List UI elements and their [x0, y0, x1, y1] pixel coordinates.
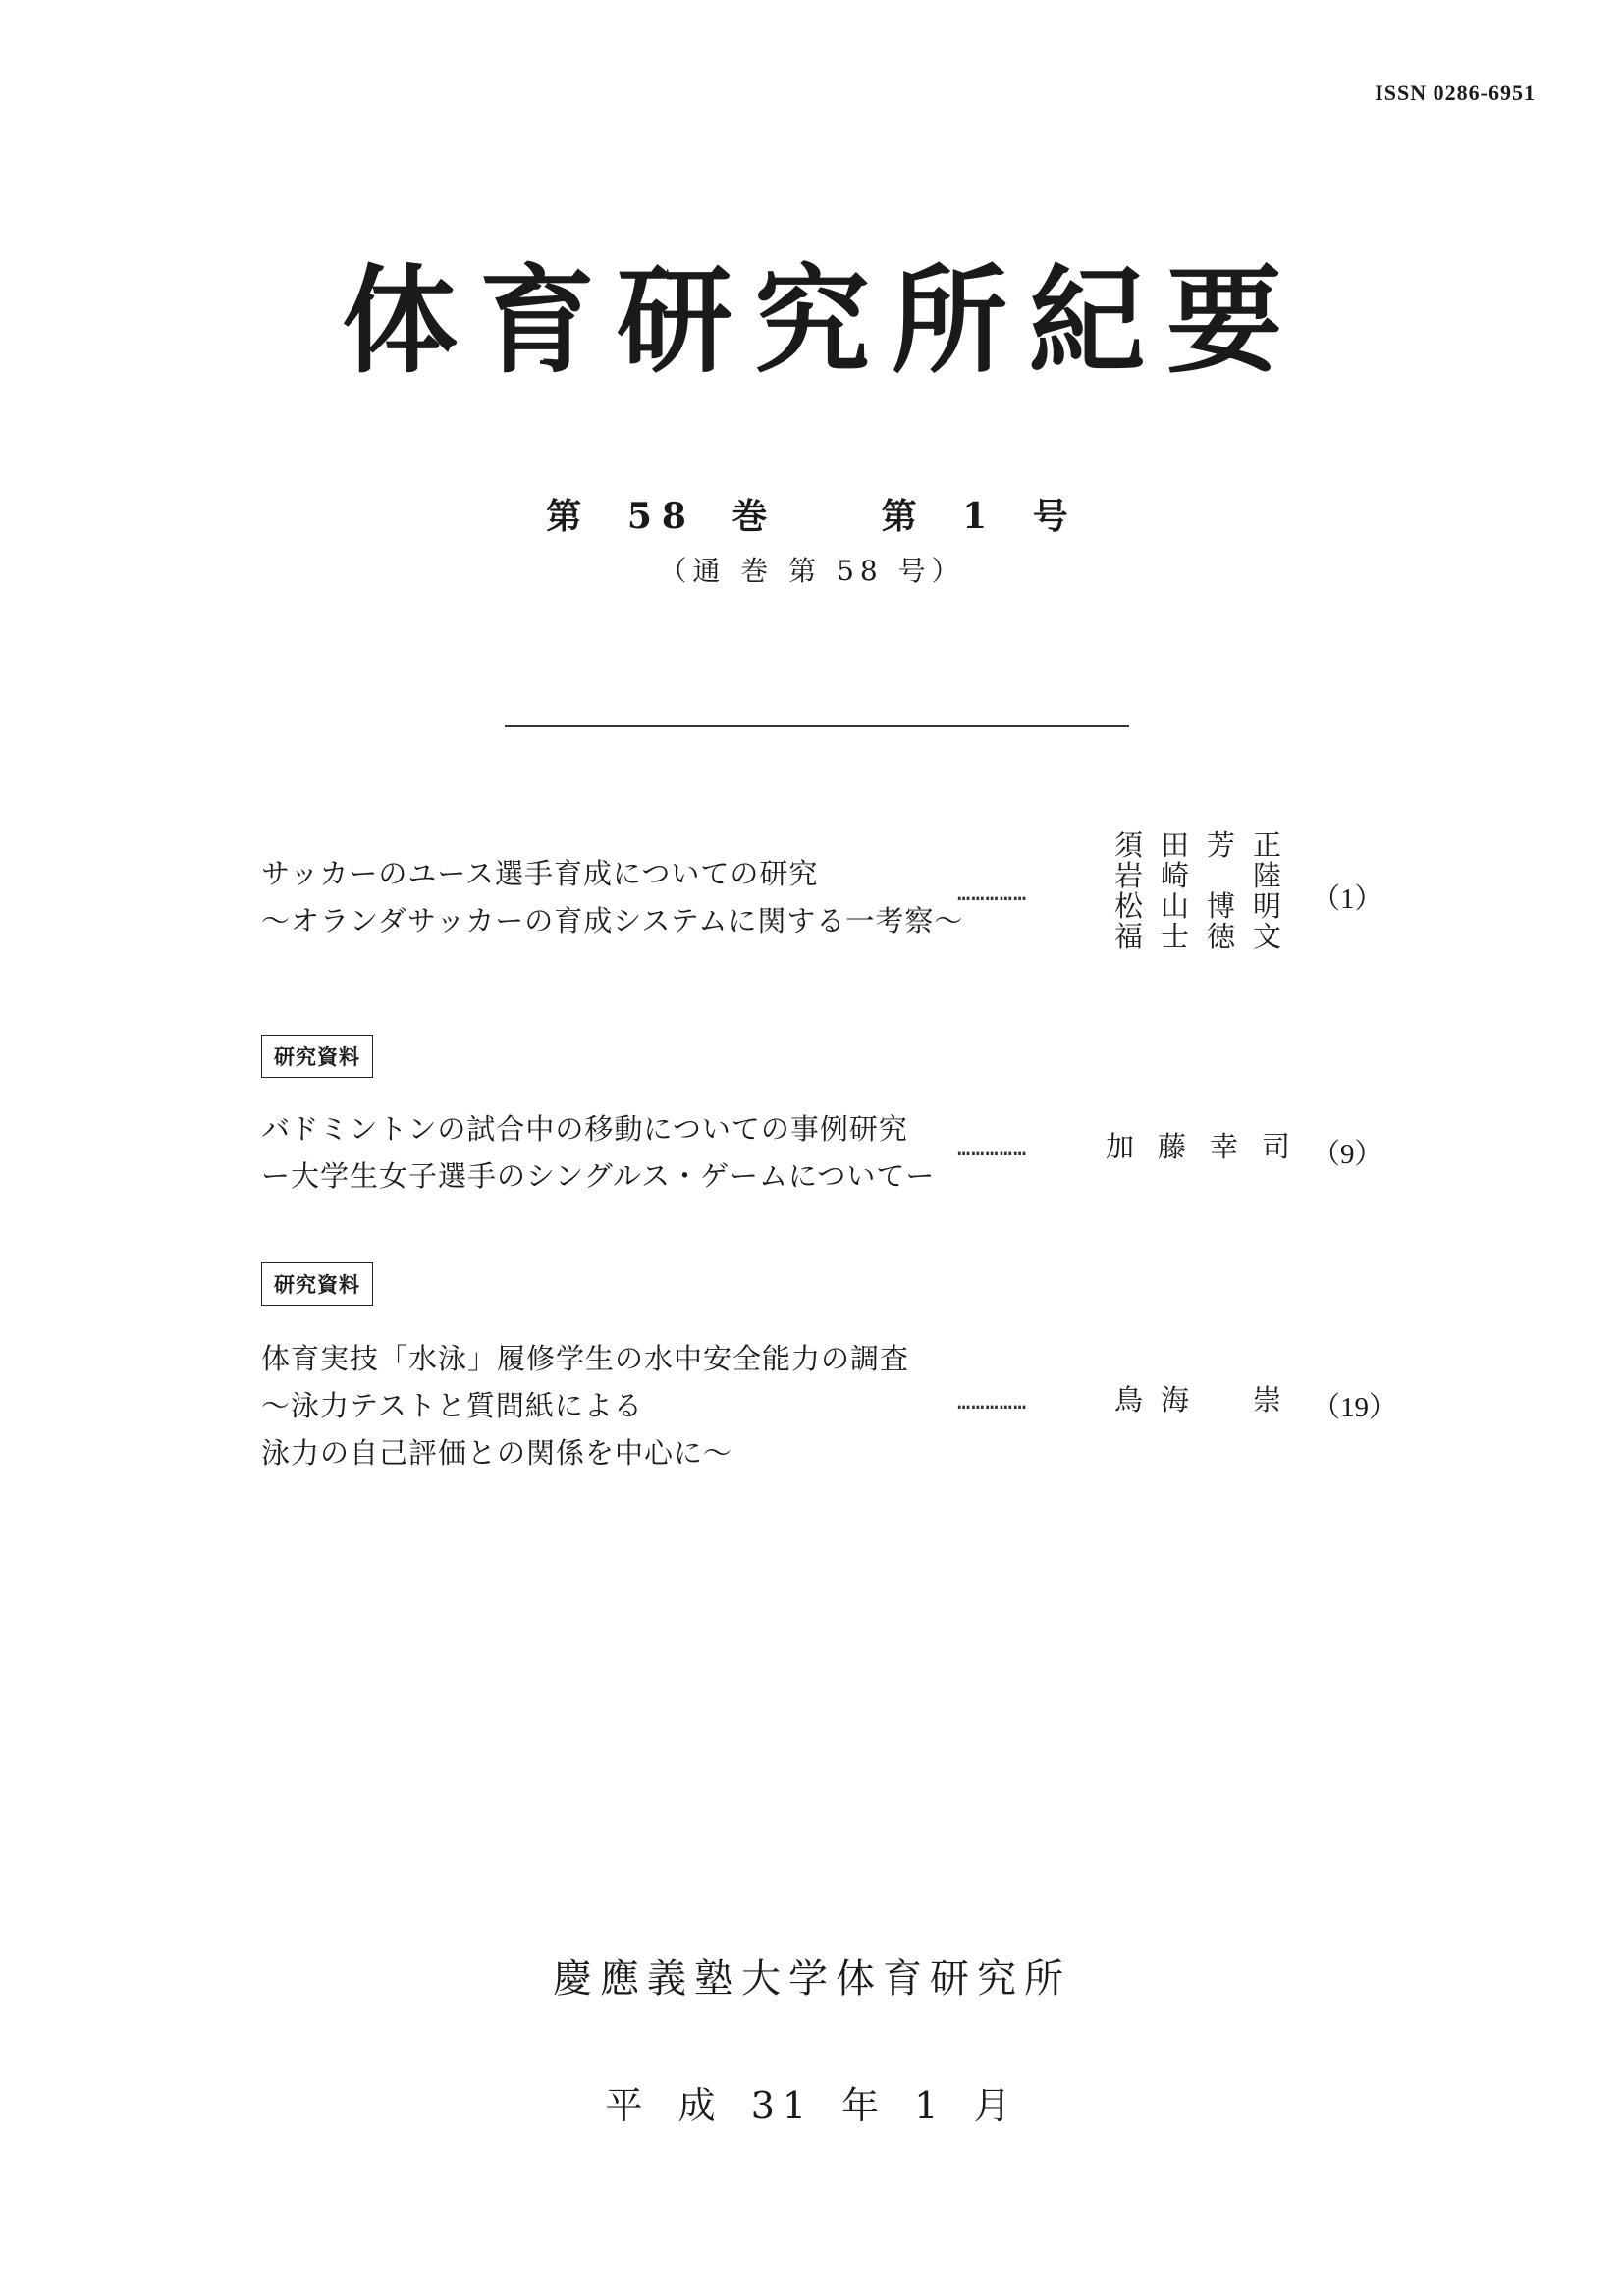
issn-number: ISSN 0286-6951: [1375, 80, 1536, 105]
article-1-authors: [1106, 830, 1290, 952]
article-2-title-line-1: バドミントンの試合中の移動についての事例研究: [261, 1112, 908, 1146]
article-3-title-line-3: 泳力の自己評価との関係を中心に〜: [261, 1436, 733, 1469]
author-1-char-1: 須: [1113, 828, 1143, 862]
author-2-char-1: 岩: [1113, 859, 1143, 892]
author-1-char-3: 芳: [1206, 828, 1235, 862]
article-1-title-line-2: 〜オランダサッカーの育成システムに関する一考察〜: [261, 904, 964, 937]
author-1-char-3: [1198, 1385, 1244, 1415]
toc-leader-dots: ……………: [957, 881, 1028, 906]
author-1-char-4: 崇: [1252, 1383, 1281, 1416]
volume-number: 第 58 巻: [546, 496, 778, 537]
article-1-title-line-1: サッカーのユース選手育成についての研究: [261, 857, 819, 890]
article-3-title-line-2: 〜泳力テストと質問紙による: [261, 1389, 643, 1422]
author-4-char-2: 士: [1160, 920, 1189, 953]
author-2-char-3: [1198, 861, 1244, 891]
author-3-char-4: 明: [1252, 889, 1281, 923]
toc-leader-dots: ……………: [957, 1137, 1028, 1161]
publication-date: 平 成 31 年 1 月: [605, 2084, 1019, 2127]
article-1-page: （1）: [1312, 883, 1383, 915]
author-4-char-4: 文: [1252, 920, 1281, 953]
author-3-char-1: 松: [1113, 889, 1143, 923]
journal-title: 体育研究所紀要: [341, 252, 1304, 389]
article-3-title[interactable]: [261, 1335, 909, 1476]
article-1-title[interactable]: [261, 850, 963, 944]
toc-leader-dots: ……………: [957, 1390, 1028, 1415]
author-1-char-2: 海: [1160, 1383, 1189, 1416]
article-3-title-line-1: 体育実技「水泳」履修学生の水中安全能力の調査: [261, 1342, 910, 1375]
author-2-char-4: 陸: [1252, 859, 1281, 892]
divider-rule: [505, 725, 1129, 727]
article-2-category-badge: 研究資料: [261, 1035, 373, 1078]
author-3-char-3: 博: [1206, 889, 1235, 923]
cumulative-issue: （通 巻 第 58 号）: [659, 555, 965, 587]
article-2-page: （9）: [1312, 1139, 1383, 1170]
article-2-title-line-2: ー大学生女子選手のシングルス・ゲームについてー: [261, 1159, 936, 1193]
article-2-author: 加藤幸司: [1106, 1130, 1290, 1163]
article-2-title[interactable]: [261, 1105, 935, 1200]
article-3-category-badge: 研究資料: [261, 1262, 373, 1306]
article-3-page: （19）: [1312, 1392, 1398, 1423]
author-1-char-4: 正: [1252, 828, 1281, 862]
author-4-char-3: 徳: [1206, 920, 1235, 953]
author-3-char-2: 山: [1160, 889, 1189, 923]
author-1-char-2: 田: [1160, 828, 1189, 862]
volume-issue: [0, 489, 1624, 539]
issue-number: 第 1 号: [881, 496, 1078, 537]
publisher-name: 慶應義塾大学体育研究所: [553, 1956, 1071, 2002]
author-1-char-1: 鳥: [1113, 1383, 1143, 1416]
article-3-author: [1106, 1385, 1290, 1415]
author-2-char-2: 崎: [1160, 859, 1189, 892]
author-4-char-1: 福: [1113, 920, 1143, 953]
